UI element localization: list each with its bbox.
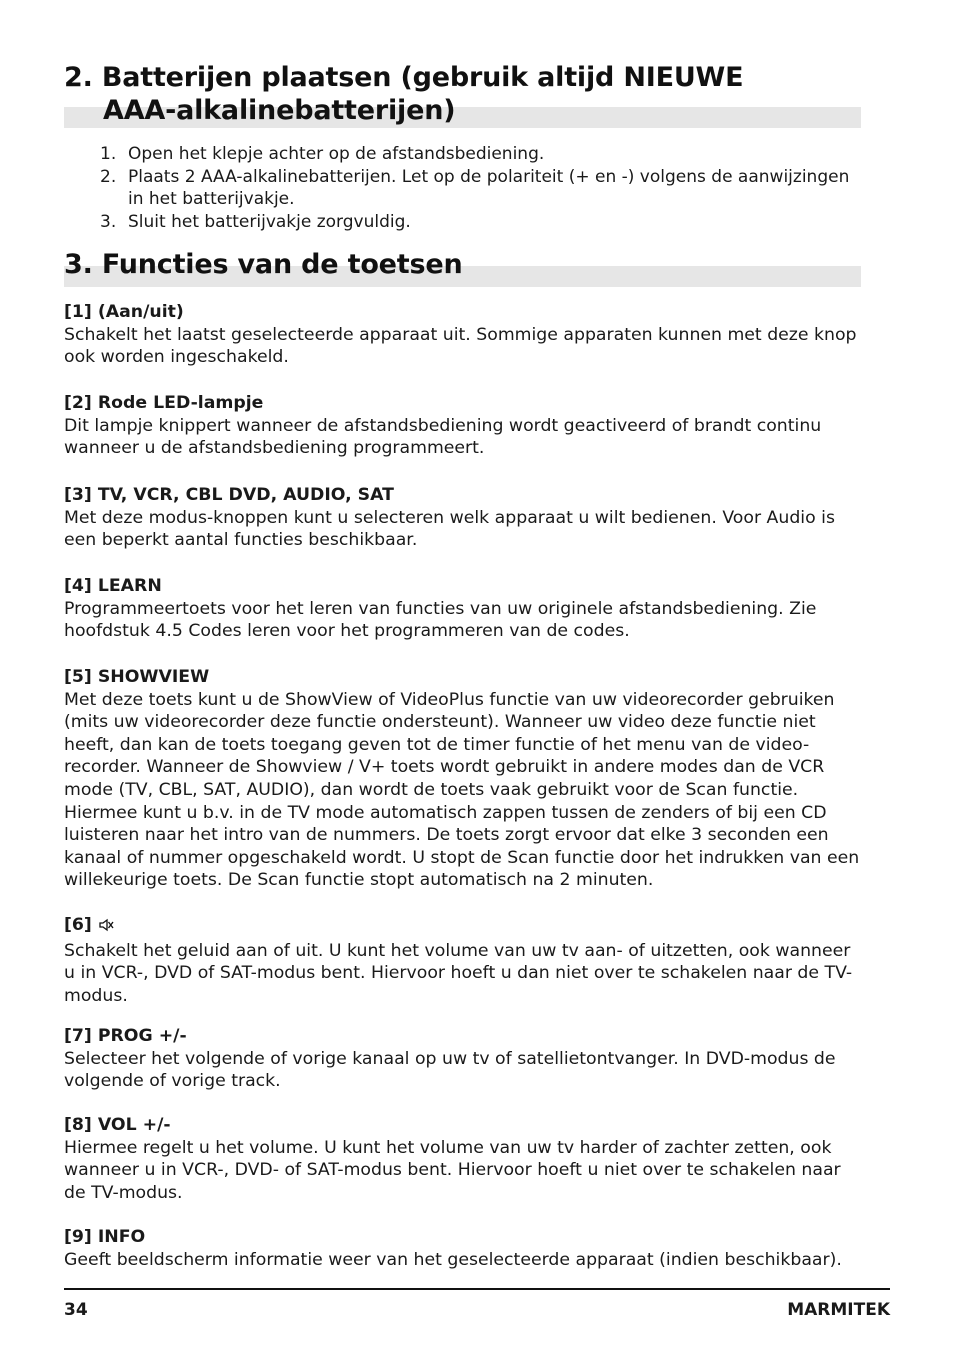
key-entry-3 bbox=[64, 484, 864, 552]
brand-name: MARMITEK bbox=[787, 1300, 890, 1320]
entry-body: Programmeertoets voor het leren van functies van uw originele afstandsbediening. Zie hoofdstuk 4.5 Codes leren voor het programmeren van de codes. bbox=[64, 598, 817, 642]
entry-title: [8] VOL +/- bbox=[64, 1115, 171, 1135]
entry-body: Schakelt het laatst geselecteerde apparaat uit. Sommige apparaten kunnen met deze knop ook worden ingeschakeld. bbox=[64, 324, 857, 368]
entry-body: Met deze modus-knoppen kunt u selecteren welk apparaat u wilt bedienen. Voor Audio is een beperkt aantal functies beschikbaar. bbox=[64, 507, 835, 551]
key-entry-7 bbox=[64, 1025, 864, 1093]
entry-title: [6] bbox=[64, 915, 92, 935]
entry-title-row bbox=[64, 914, 864, 940]
entry-body: Schakelt het geluid aan of uit. U kunt het volume van uw tv aan- of uitzetten, ook wanneer u in VCR-, DVD of SAT-modus bent. Hiervoor hoeft u dan niet over te schakelen naar de TV-modus. bbox=[64, 940, 853, 1006]
key-entry-1 bbox=[64, 301, 864, 369]
section-2-title-line2: AAA-alkalinebatterijen) bbox=[103, 95, 456, 126]
entry-body: Selecteer het volgende of vorige kanaal op uw tv of satellietontvanger. In DVD-modus de volgende of vorige track. bbox=[64, 1048, 836, 1092]
entry-title: [1] (Aan/uit) bbox=[64, 302, 184, 322]
entry-title: [7] PROG +/- bbox=[64, 1026, 187, 1046]
key-entry-4 bbox=[64, 575, 864, 643]
key-entry-6 bbox=[64, 914, 864, 1007]
section-3-title: 3. Functies van de toetsen bbox=[64, 249, 463, 280]
footer-divider bbox=[64, 1288, 890, 1290]
entry-title: [2] Rode LED-lampje bbox=[64, 393, 264, 413]
key-entry-5 bbox=[64, 666, 864, 892]
step-item: 2. Plaats 2 AAA-alkalinebatterijen. Let op de polariteit (+ en -) volgens de aanwijzingen in het batterijvakje. bbox=[100, 166, 850, 209]
key-entry-2 bbox=[64, 392, 864, 460]
page-number: 34 bbox=[64, 1300, 88, 1320]
key-entry-9 bbox=[64, 1226, 864, 1271]
entry-title: [5] SHOWVIEW bbox=[64, 667, 210, 687]
section-2-title-line1: 2. Batterijen plaatsen (gebruik altijd NIEUWE bbox=[64, 62, 744, 93]
key-entry-8 bbox=[64, 1114, 864, 1204]
entry-body: Geeft beeldscherm informatie weer van het geselecteerde apparaat (indien beschikbaar). bbox=[64, 1249, 842, 1270]
entry-title: [4] LEARN bbox=[64, 576, 162, 596]
battery-steps bbox=[100, 143, 860, 233]
section-2-title bbox=[64, 61, 861, 127]
step-item: 1. Open het klepje achter op de afstandsbediening. bbox=[100, 144, 545, 164]
entry-title: [9] INFO bbox=[64, 1227, 146, 1247]
entry-body: Met deze toets kunt u de ShowView of VideoPlus functie van uw videorecorder gebruiken (mits uw videorecorder deze functie ondersteunt). Wanneer uw video deze functie niet heeft, dan kan de toets toegang geven tot de timer functie of het menu van de video-recorder. Wanneer de Showview / V+ toets wordt gebruikt in andere modes dan de VCR mode (TV, CBL, SAT, AUDIO), dan wordt de toets vaak gebruikt voor de Scan functie. Hiermee kunt u b.v. in de TV mode automatisch zappen tussen de zenders of bij een CD luisteren naar het intro van de nummers. De toets zorgt ervoor dat elke 3 seconden een kanaal of nummer opgeschakeld wordt. U stopt de Scan functie door het indrukken van een willekeurige toets. De Scan functie stopt automatisch na 2 minuten. bbox=[64, 689, 860, 891]
entry-body: Hiermee regelt u het volume. U kunt het volume van uw tv harder of zachter zetten, ook wanneer u in VCR-, DVD- of SAT-modus bent. Hiervoor hoeft u niet over te schakelen naar de TV-modus. bbox=[64, 1137, 841, 1203]
mute-icon bbox=[98, 917, 114, 940]
section-2-heading bbox=[64, 61, 861, 127]
entry-title: [3] TV, VCR, CBL DVD, AUDIO, SAT bbox=[64, 485, 394, 505]
step-item: 3. Sluit het batterijvakje zorgvuldig. bbox=[100, 211, 411, 232]
entry-body: Dit lampje knippert wanneer de afstandsbediening wordt geactiveerd of brandt continu wanneer u de afstandsbediening programmeert. bbox=[64, 415, 822, 459]
section-3-heading bbox=[64, 248, 861, 281]
